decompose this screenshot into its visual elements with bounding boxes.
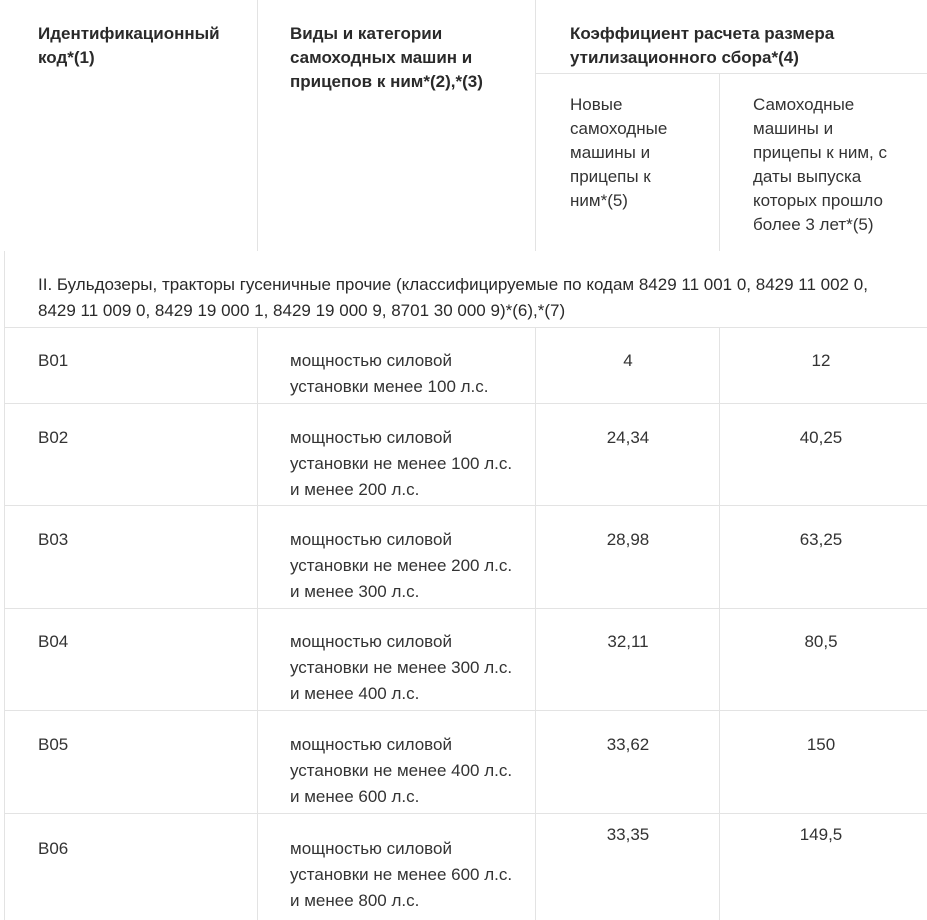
table-row-new-coefficient: 4	[623, 351, 633, 370]
header-divider-2	[535, 0, 536, 251]
header-new-machines: Новые самоходные машины и прицепы к ним*(5)	[570, 95, 668, 210]
table-row-new-coefficient: 32,11	[607, 632, 649, 651]
row-separator	[4, 505, 927, 506]
table-row-description: мощностью силовой установки не менее 400 л.с. и менее 600 л.с.	[290, 735, 513, 806]
table-row-old-coefficient: 63,25	[799, 530, 843, 549]
table-left-border	[4, 251, 5, 920]
table-row-code: B01	[38, 351, 69, 370]
table-row-description: мощностью силовой установки менее 100 л.с.	[290, 351, 489, 396]
table-row-description: мощностью силовой установки не менее 600 л.с. и менее 800 л.с.	[290, 839, 513, 910]
table-header	[0, 0, 927, 251]
header-coefficient: Коэффициент расчета размера утилизационного сбора*(4)	[570, 24, 835, 67]
table-row-old-coefficient: 80,5	[804, 632, 838, 651]
table-row-code: B04	[38, 632, 69, 651]
table-row-new-coefficient: 28,98	[606, 530, 650, 549]
table-row-new-coefficient: 24,34	[606, 428, 650, 447]
table-row-code: B03	[38, 530, 69, 549]
table-row-old-coefficient: 12	[811, 351, 831, 370]
row-separator	[4, 403, 927, 404]
table-row-description: мощностью силовой установки не менее 300 л.с. и менее 400 л.с.	[290, 632, 513, 703]
table-row-description: мощностью силовой установки не менее 200 л.с. и менее 300 л.с.	[290, 530, 513, 601]
section-bottom-border	[4, 327, 927, 328]
table-row-description: мощностью силовой установки не менее 100 л.с. и менее 200 л.с.	[290, 428, 513, 499]
row-separator	[4, 710, 927, 711]
header-kind: Виды и категории самоходных машин и прицепов к ним*(2),*(3)	[290, 24, 483, 91]
row-separator	[4, 813, 927, 814]
header-subdivider	[536, 73, 927, 74]
header-divider-1	[257, 0, 258, 251]
table-row-new-coefficient: 33,35	[606, 825, 650, 844]
table-row-code: B02	[38, 428, 69, 447]
table-row-old-coefficient: 40,25	[799, 428, 843, 447]
body-divider-1	[257, 328, 258, 920]
header-old-machines: Самоходные машины и прицепы к ним, с даты выпуска которых прошло более 3 лет*(5)	[753, 95, 887, 234]
row-separator	[4, 608, 927, 609]
header-code: Идентификационный код*(1)	[38, 24, 220, 67]
table-row-code: B06	[38, 839, 69, 858]
table-row-old-coefficient: 149,5	[799, 825, 843, 844]
section-title: II. Бульдозеры, тракторы гусеничные прочие (классифицируемые по кодам 8429 11 001 0, 8429 11 002 0, 8429 11 009 0, 8429 19 000 1, 8429 19 000 9, 8701 30 000 9)*(6),*(7)	[38, 275, 868, 320]
table-row-new-coefficient: 33,62	[606, 735, 650, 754]
table-row-code: B05	[38, 735, 69, 754]
table-row-old-coefficient: 150	[806, 735, 836, 754]
header-divider-3	[719, 73, 720, 251]
